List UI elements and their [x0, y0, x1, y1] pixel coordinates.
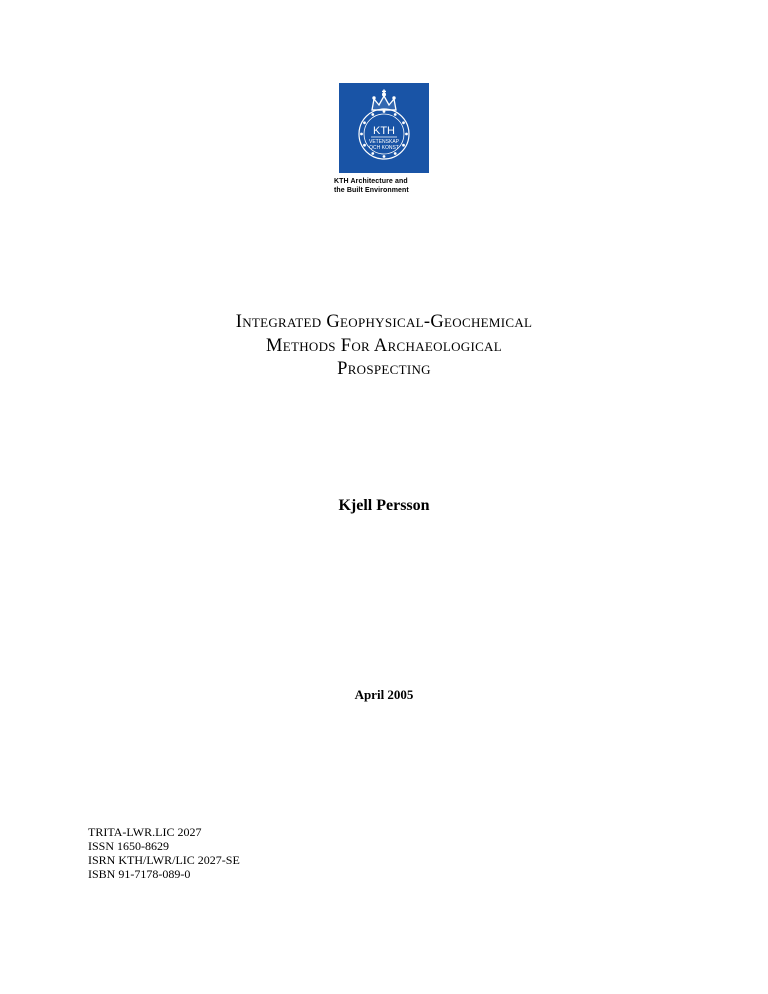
- report-id-line: ISBN 91-7178-089-0: [88, 867, 191, 881]
- emblem-och-konst-text: OCH KONST: [369, 145, 399, 151]
- emblem-vetenskap-text: VETENSKAP: [368, 139, 400, 145]
- report-id-line: ISSN 1650-8629: [88, 839, 170, 853]
- document-title: [100, 311, 668, 382]
- logo-caption-line: the Built Environment: [334, 187, 409, 194]
- publication-date: April 2005: [354, 687, 414, 702]
- emblem-kth-text: KTH: [373, 125, 395, 137]
- report-id-line: ISRN KTH/LWR/LIC 2027-SE: [88, 853, 240, 867]
- logo-caption-line: KTH Architecture and: [334, 178, 408, 185]
- report-id-line: TRITA-LWR.LIC 2027: [88, 825, 202, 839]
- author-name: Kjell Persson: [338, 497, 430, 514]
- report-identifiers: [88, 825, 240, 881]
- kth-crown-emblem-icon: [339, 83, 429, 173]
- title-line: Integrated Geophysical-Geochemical: [235, 312, 533, 332]
- kth-logo: [339, 83, 429, 173]
- title-line: Prospecting: [337, 359, 431, 379]
- logo-caption: [334, 177, 464, 195]
- title-line: Methods For Archaeological: [266, 335, 502, 356]
